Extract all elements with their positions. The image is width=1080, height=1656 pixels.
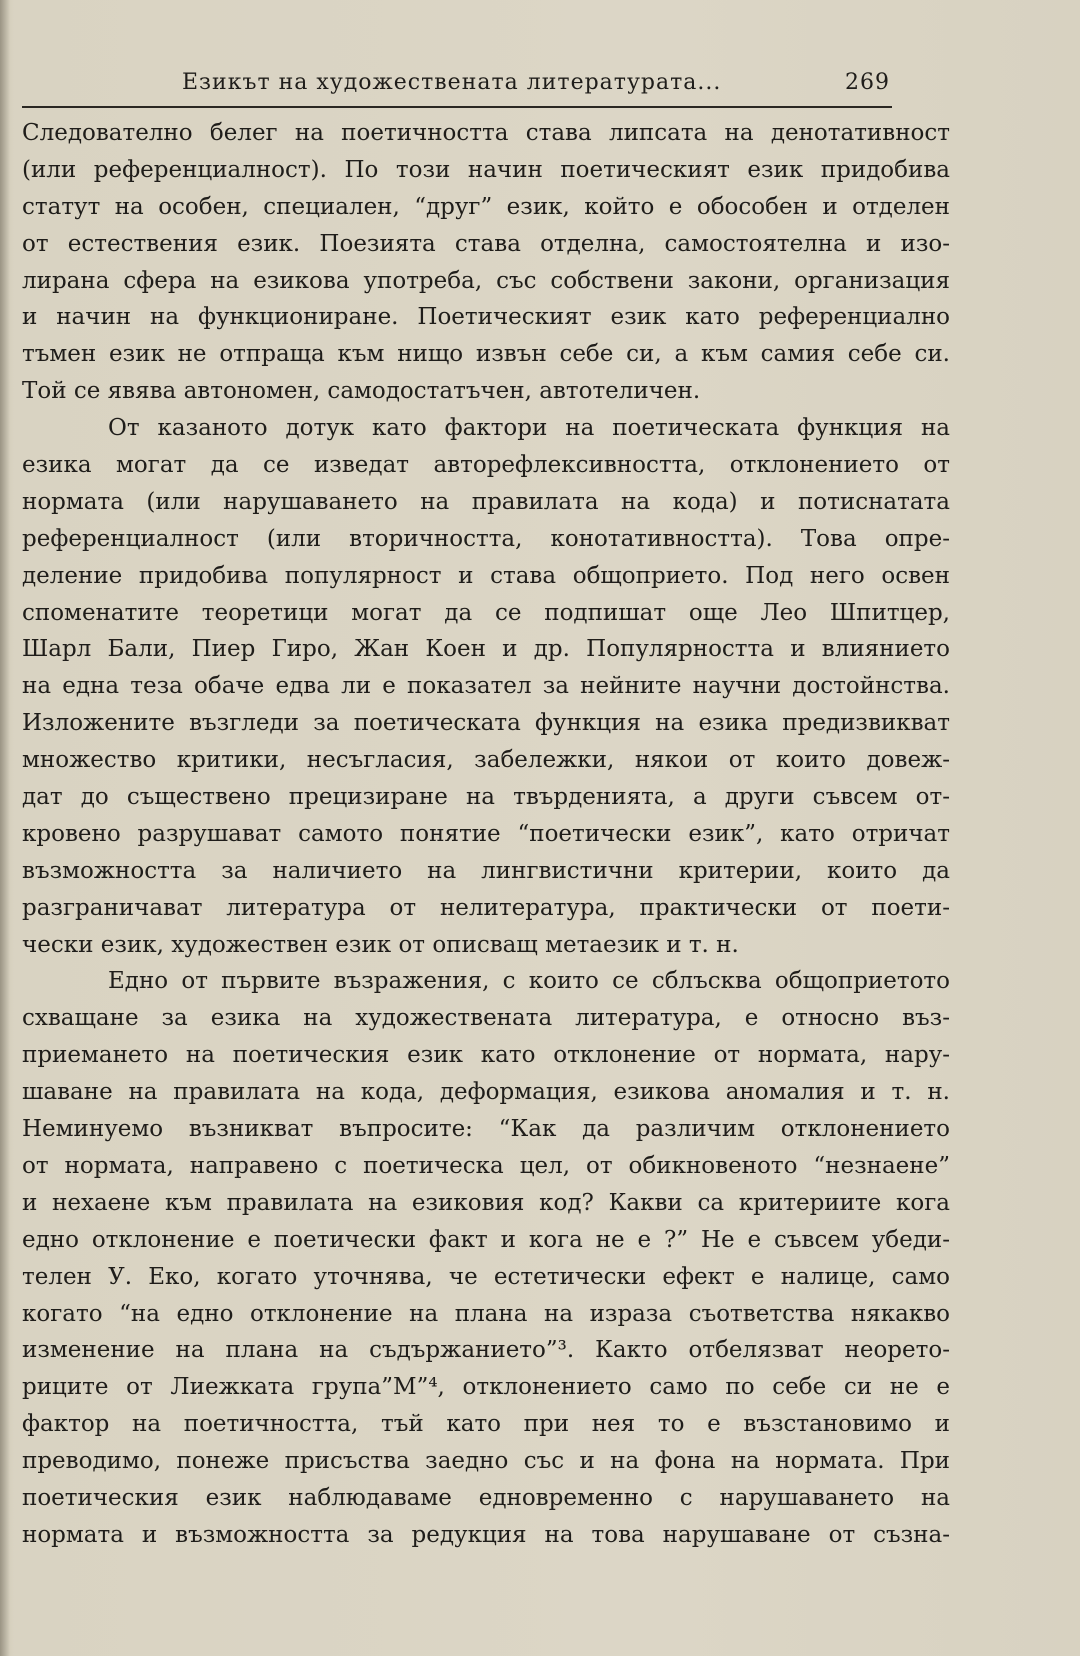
text-line: приемането на поетическия език като отклонение от нормата, нару- [22, 1042, 950, 1069]
text-line: на една теза обаче едва ли е показател за нейните научни достойнства. [22, 673, 950, 700]
page-number: 269 [845, 70, 890, 95]
text-line: деление придобива популярност и става общоприето. Под него освен [22, 562, 950, 589]
text-line: нормата (или нарушаването на правилата на кода) и потиснатата [22, 488, 950, 515]
text-line: и нехаене към правилата на езиковия код? Какви са критериите кога [22, 1189, 950, 1216]
text-line: от естествения език. Поезията става отделна, самостоятелна и изо- [22, 230, 950, 257]
text-line: референциалност (или вторичността, конотативността). Това опре- [22, 525, 950, 552]
text-line: дат до съществено прецизиране на твърденията, а други съвсем от- [22, 784, 950, 811]
text-line: възможността за наличието на лингвистични критерии, които да [22, 857, 950, 884]
header-rule [22, 106, 892, 108]
text-line: преводимо, понеже присъства заедно със и на фона на нормата. При [22, 1448, 950, 1475]
text-line: шаване на правилата на кода, деформация, езикова аномалия и т. н. [22, 1079, 950, 1106]
text-line: едно отклонение е поетически факт и кога не е ?” Не е съвсем убеди- [22, 1226, 950, 1253]
page-header [22, 64, 892, 108]
body-text [22, 115, 950, 1554]
text-line: От казаното дотук като фактори на поетическата функция на [108, 415, 950, 442]
text-line: риците от Лиежката група”М”⁴, отклонението само по себе си не е [22, 1374, 950, 1401]
text-line: от нормата, направено с поетическа цел, от обикновеното “незнаене” [22, 1152, 950, 1179]
text-line: статут на особен, специален, “друг” език, който е обособен и отделен [22, 193, 950, 220]
text-line: кровено разрушават самото понятие “поетически език”, като отричат [22, 820, 950, 847]
text-line: Следователно белег на поетичността става липсата на денотативност [22, 120, 950, 146]
text-line: разграничават литература от нелитература, практически от поети- [22, 894, 950, 921]
text-line: езика могат да се изведат авторефлексивността, отклонението от [22, 452, 950, 479]
text-line: изменение на плана на съдържанието”³. Както отбелязват неорето- [22, 1337, 950, 1364]
text-line: и начин на функциониране. Поетическият език като референциално [22, 304, 950, 331]
text-line: споменатите теоретици могат да се подпишат още Лео Шпитцер, [22, 599, 950, 626]
text-line: Изложените възгледи за поетическата функция на езика предизвикват [22, 710, 950, 737]
text-line: Едно от първите възражения, с които се сблъсква общоприетото [108, 968, 950, 995]
text-line: лирана сфера на езикова употреба, със собствени закони, организация [22, 267, 950, 294]
text-line: нормата и възможността за редукция на това нарушаване от съзна- [22, 1521, 950, 1548]
text-line: множество критики, несъгласия, забележки, някои от които довеж- [22, 747, 950, 774]
text-line: Неминуемо възникват въпросите: “Как да различим отклонението [22, 1116, 950, 1143]
running-head: Езикът на художествената литературата... [182, 70, 722, 95]
text-line: когато “на едно отклонение на плана на израза съответства някакво [22, 1300, 950, 1327]
binding-shadow [0, 0, 10, 1656]
text-line: (или референциалност). По този начин поетическият език придобива [22, 156, 950, 183]
text-line: поетическия език наблюдаваме едновременно с нарушаването на [22, 1484, 950, 1511]
text-line: Той се явява автономен, самодостатъчен, автотеличен. [22, 378, 701, 405]
text-line: тъмен език не отпраща към нищо извън себе си, а към самия себе си. [22, 341, 950, 368]
text-line: схващане за езика на художествената литература, е относно въз- [22, 1005, 950, 1032]
text-line: Шарл Бали, Пиер Гиро, Жан Коен и др. Популярността и влиянието [22, 636, 950, 663]
text-line: фактор на поетичността, тъй като при нея то е възстановимо и [22, 1411, 950, 1438]
text-line: телен У. Еко, когато уточнява, че естетически ефект е налице, само [22, 1263, 950, 1290]
text-line: чески език, художествен език от описващ метаезик и т. н. [22, 931, 739, 958]
